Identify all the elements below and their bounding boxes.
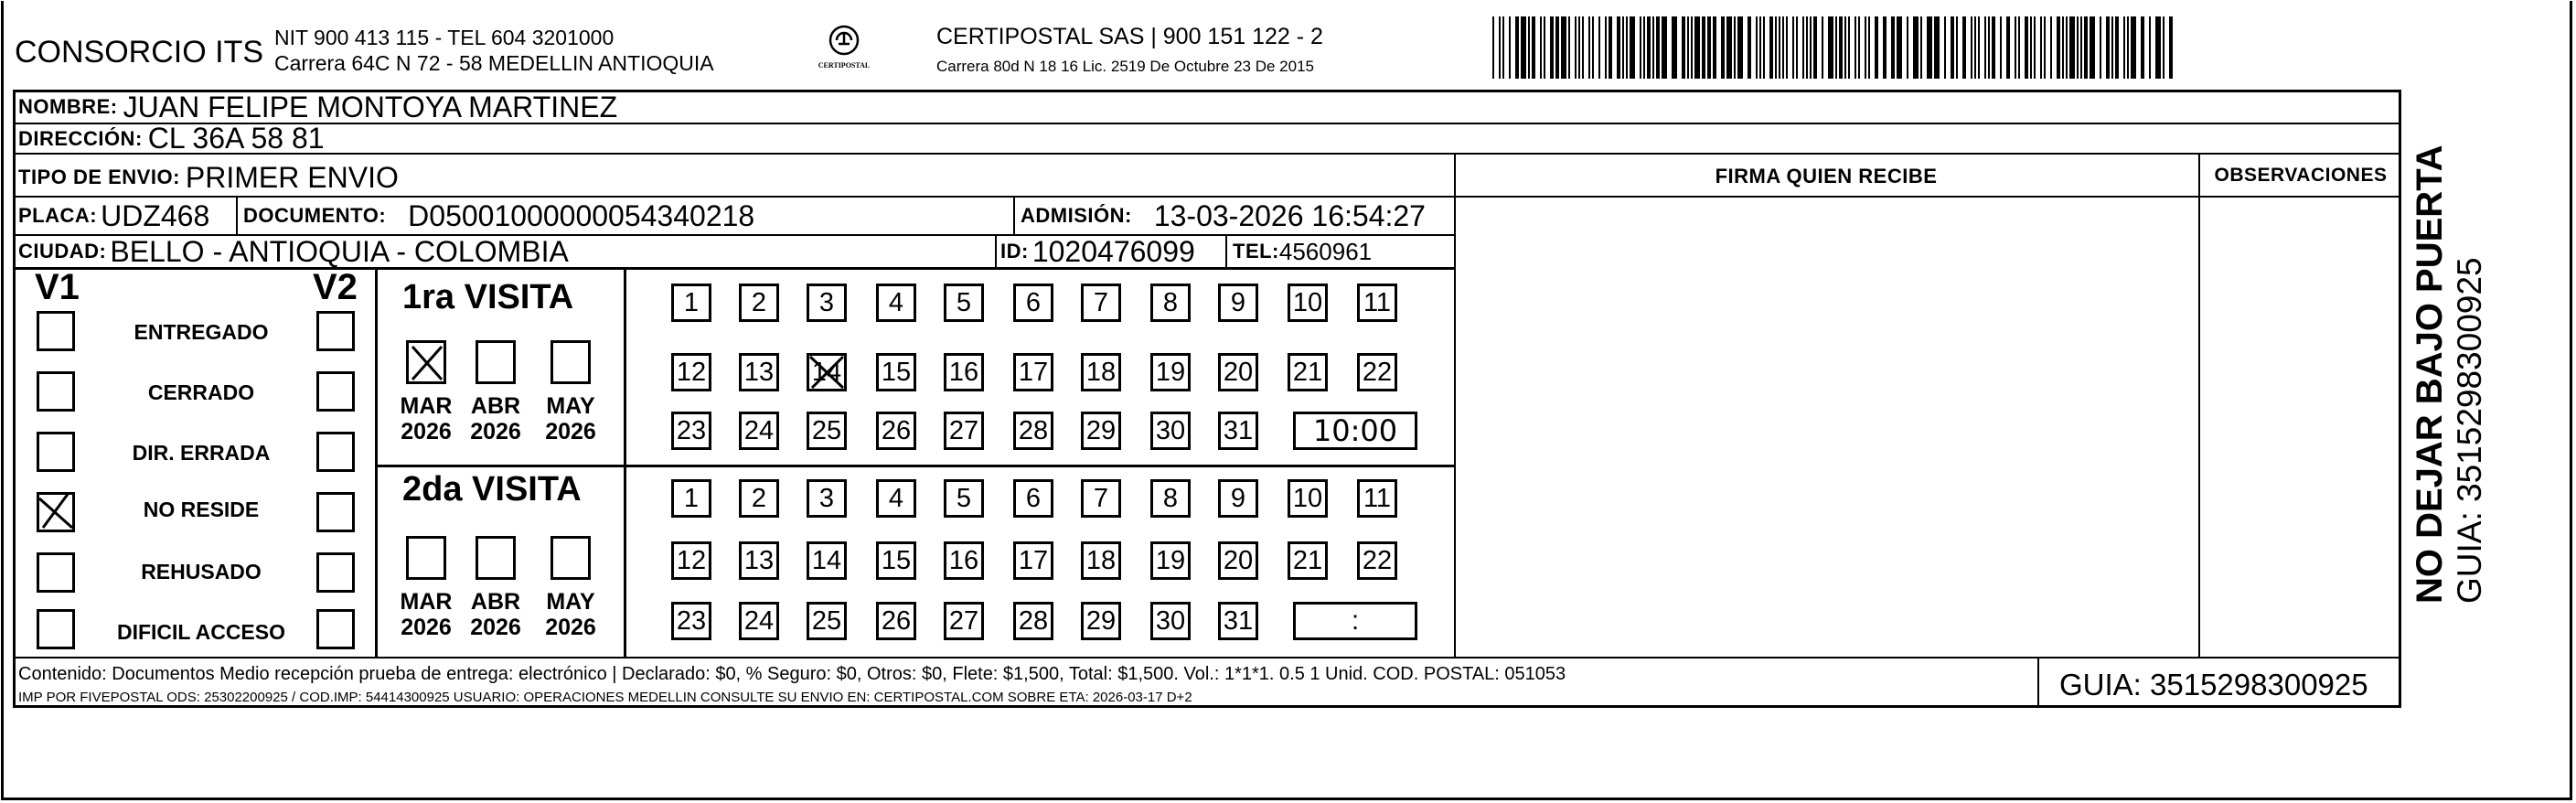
documento-label: DOCUMENTO:	[243, 204, 387, 227]
month-name: ABR	[470, 589, 521, 615]
first-visit-title: 1ra VISITA	[402, 278, 574, 316]
day-box[interactable]: 4	[876, 479, 916, 518]
day-box[interactable]: 15	[876, 353, 916, 391]
reason-label: NO RESIDE	[143, 498, 260, 521]
day-box[interactable]: 25	[807, 412, 847, 450]
signature-area[interactable]	[1458, 199, 2197, 655]
day-box[interactable]: 3	[807, 479, 847, 518]
v2-checkbox[interactable]	[316, 371, 355, 412]
day-box[interactable]: 27	[944, 602, 984, 640]
day-box[interactable]: 22	[1357, 541, 1397, 580]
month-label	[399, 393, 454, 444]
v1-checkbox[interactable]	[37, 311, 75, 351]
day-box[interactable]: 24	[739, 412, 779, 450]
day-box[interactable]: 12	[671, 541, 711, 580]
admision-value: 13-03-2026 16:54:27	[1153, 198, 1426, 232]
month-year: 2026	[401, 615, 452, 640]
placa-value: UDZ468	[101, 198, 210, 232]
month-checkbox[interactable]	[550, 536, 591, 580]
documento-value: D05001000000054340218	[408, 198, 755, 232]
admision-row	[1021, 198, 1426, 233]
day-box[interactable]: 23	[671, 412, 711, 450]
placa-row	[18, 198, 209, 233]
month-label	[468, 589, 523, 640]
reason-label: DIFICIL ACCESO	[116, 620, 285, 644]
day-box[interactable]: 31	[1218, 412, 1258, 450]
month-label	[468, 393, 523, 444]
v2-checkbox[interactable]	[316, 311, 355, 351]
tipo-value: PRIMER ENVIO	[185, 160, 399, 194]
observaciones-area[interactable]	[2202, 199, 2400, 655]
reason-label: ENTREGADO	[134, 320, 269, 344]
month-year: 2026	[470, 419, 521, 444]
direccion-label: DIRECCIÓN:	[18, 126, 143, 150]
month-checkbox[interactable]	[476, 340, 516, 384]
day-box[interactable]: 16	[944, 541, 984, 580]
day-box[interactable]: 13	[739, 541, 779, 580]
day-box[interactable]: 30	[1150, 602, 1191, 640]
day-box[interactable]: 26	[876, 412, 916, 450]
day-box[interactable]: 5	[944, 284, 984, 322]
footer-line-1: Contenido: Documentos Medio recepción prueba de entrega: electrónico | Declarado: $0, % Seguro: $0, Otros: $0, Flete: $1,500, Total: $1,500. Vol.: 1*1*1. 0.5 1 Unid. COD. POSTAL: 051053	[18, 664, 1566, 684]
brand-name: CONSORCIO ITS	[15, 35, 264, 70]
check-mark-icon	[409, 343, 445, 383]
check-mark-icon	[36, 487, 78, 531]
day-box[interactable]: 6	[1013, 479, 1053, 518]
day-box[interactable]: 18	[1081, 353, 1121, 391]
reason-label: CERRADO	[147, 380, 255, 404]
carrier-name: CERTIPOSTAL SAS | 900 151 122 - 2	[936, 24, 1323, 49]
v2-label: V2	[313, 267, 358, 307]
v1-checkbox[interactable]	[37, 432, 75, 472]
documento-row	[243, 198, 754, 233]
month-label	[543, 393, 598, 444]
day-box[interactable]: 10	[1288, 284, 1328, 322]
day-box[interactable]: 11	[1357, 284, 1397, 322]
day-box[interactable]: 29	[1081, 412, 1121, 450]
day-box[interactable]: 18	[1081, 541, 1121, 580]
day-box[interactable]: 20	[1218, 541, 1258, 580]
day-box[interactable]: 25	[807, 602, 847, 640]
day-box[interactable]: 1	[671, 479, 711, 518]
ciudad-row	[18, 236, 569, 267]
day-box[interactable]: 30	[1150, 412, 1191, 450]
v1-checkbox[interactable]	[37, 609, 75, 649]
tipo-row	[18, 161, 399, 194]
month-checkbox[interactable]	[406, 536, 446, 580]
day-box[interactable]: 21	[1288, 353, 1328, 391]
second-visit-title: 2da VISITA	[402, 470, 582, 509]
placa-label: PLACA:	[18, 204, 98, 227]
ciudad-label: CIUDAD:	[18, 240, 107, 262]
id-label: ID:	[1000, 240, 1029, 262]
day-box[interactable]: 10	[1288, 479, 1328, 518]
day-box[interactable]: 8	[1150, 479, 1191, 518]
day-box[interactable]: 16	[944, 353, 984, 391]
day-box[interactable]: 29	[1081, 602, 1121, 640]
day-box[interactable]: 3	[807, 284, 847, 322]
footer-guia: GUIA: 3515298300925	[2059, 668, 2368, 701]
admision-label: ADMISIÓN:	[1021, 204, 1132, 227]
logo-text: CERTIPOSTAL	[818, 61, 871, 70]
day-box[interactable]: 11	[1357, 479, 1397, 518]
day-box[interactable]: 14	[807, 353, 847, 391]
nombre-row	[18, 91, 617, 123]
reason-label: DIR. ERRADA	[132, 441, 271, 465]
day-box[interactable]: 9	[1218, 479, 1258, 518]
day-box[interactable]: 8	[1150, 284, 1191, 322]
certipostal-logo	[812, 24, 876, 80]
day-mark-icon	[807, 353, 847, 396]
id-row	[1000, 236, 1195, 267]
tel-row	[1233, 236, 1372, 267]
day-box[interactable]: 4	[876, 284, 916, 322]
ciudad-value: BELLO - ANTIOQUIA - COLOMBIA	[110, 234, 569, 268]
day-box[interactable]: 15	[876, 541, 916, 580]
v1-label: V1	[35, 267, 80, 307]
barcode	[1492, 16, 2180, 79]
day-box[interactable]: 24	[739, 602, 779, 640]
day-box[interactable]: 7	[1081, 284, 1121, 322]
v2-checkbox[interactable]	[316, 552, 355, 593]
month-checkbox[interactable]	[406, 340, 446, 384]
day-box[interactable]: 2	[739, 479, 779, 518]
day-box[interactable]: 5	[944, 479, 984, 518]
month-year: 2026	[401, 419, 452, 444]
month-label	[543, 589, 598, 640]
v1-checkbox[interactable]	[37, 371, 75, 412]
v2-checkbox[interactable]	[316, 492, 355, 532]
day-box[interactable]: 17	[1013, 353, 1053, 391]
tel-label: TEL:	[1233, 240, 1279, 262]
sender-address: Carrera 64C N 72 - 58 MEDELLIN ANTIOQUIA	[274, 51, 714, 75]
side-guia: GUIA: 3515298300925	[2451, 257, 2488, 604]
day-box[interactable]: 27	[944, 412, 984, 450]
v1-checkbox[interactable]	[37, 552, 75, 593]
v2-checkbox[interactable]	[316, 609, 355, 649]
carrier-address: Carrera 80d N 18 16 Lic. 2519 De Octubre 23 De 2015	[936, 58, 1314, 75]
month-name: MAR	[400, 589, 453, 615]
day-box[interactable]: 6	[1013, 284, 1053, 322]
day-box[interactable]: 21	[1288, 541, 1328, 580]
logo-icon	[826, 24, 862, 57]
month-checkbox[interactable]	[476, 536, 516, 580]
month-checkbox[interactable]	[550, 340, 591, 384]
day-box[interactable]: 2	[739, 284, 779, 322]
reason-label: REHUSADO	[141, 560, 262, 584]
day-box[interactable]: 22	[1357, 353, 1397, 391]
nombre-label: NOMBRE:	[18, 95, 118, 118]
day-box[interactable]: 31	[1218, 602, 1258, 640]
footer-line-2: IMP POR FIVEPOSTAL ODS: 25302200925 / COD.IMP: 54414300925 USUARIO: OPERACIONES MEDELLIN CONSULTE SU ENVIO EN: CERTIPOSTAL.COM SOBRE ETA: 2026-03-17 D+2	[18, 690, 1192, 705]
day-box[interactable]: 26	[876, 602, 916, 640]
time-box[interactable]: 10:00	[1293, 412, 1417, 450]
month-year: 2026	[545, 419, 596, 444]
time-box[interactable]: :	[1293, 602, 1417, 640]
tipo-label: TIPO DE ENVIO:	[18, 166, 180, 188]
day-box[interactable]: 19	[1150, 541, 1191, 580]
v2-checkbox[interactable]	[316, 432, 355, 472]
id-value: 1020476099	[1031, 234, 1195, 268]
day-box[interactable]: 23	[671, 602, 711, 640]
day-box[interactable]: 17	[1013, 541, 1053, 580]
nit-line: NIT 900 413 115 - TEL 604 3201000	[274, 26, 615, 49]
day-box[interactable]: 1	[671, 284, 711, 322]
observaciones-label: OBSERVACIONES	[2214, 165, 2388, 186]
tel-value: 4560961	[1278, 237, 1373, 265]
day-box[interactable]: 14	[807, 541, 847, 580]
nombre-value: JUAN FELIPE MONTOYA MARTINEZ	[123, 90, 618, 123]
day-box[interactable]: 7	[1081, 479, 1121, 518]
firma-label: FIRMA QUIEN RECIBE	[1715, 165, 1938, 187]
month-name: ABR	[470, 393, 521, 419]
direccion-value: CL 36A 58 81	[147, 122, 325, 155]
month-year: 2026	[470, 615, 521, 640]
day-box[interactable]: 9	[1218, 284, 1258, 322]
month-name: MAY	[546, 589, 595, 615]
day-box[interactable]: 19	[1150, 353, 1191, 391]
month-label	[399, 589, 454, 640]
day-box[interactable]: 13	[739, 353, 779, 391]
month-year: 2026	[545, 615, 596, 640]
month-name: MAY	[546, 393, 595, 419]
direccion-row	[18, 123, 325, 154]
day-box[interactable]: 12	[671, 353, 711, 391]
month-name: MAR	[400, 393, 453, 419]
side-title: NO DEJAR BAJO PUERTA	[2410, 145, 2450, 604]
day-box[interactable]: 28	[1013, 602, 1053, 640]
day-box[interactable]: 28	[1013, 412, 1053, 450]
v1-checkbox[interactable]	[37, 492, 75, 532]
day-box[interactable]: 20	[1218, 353, 1258, 391]
